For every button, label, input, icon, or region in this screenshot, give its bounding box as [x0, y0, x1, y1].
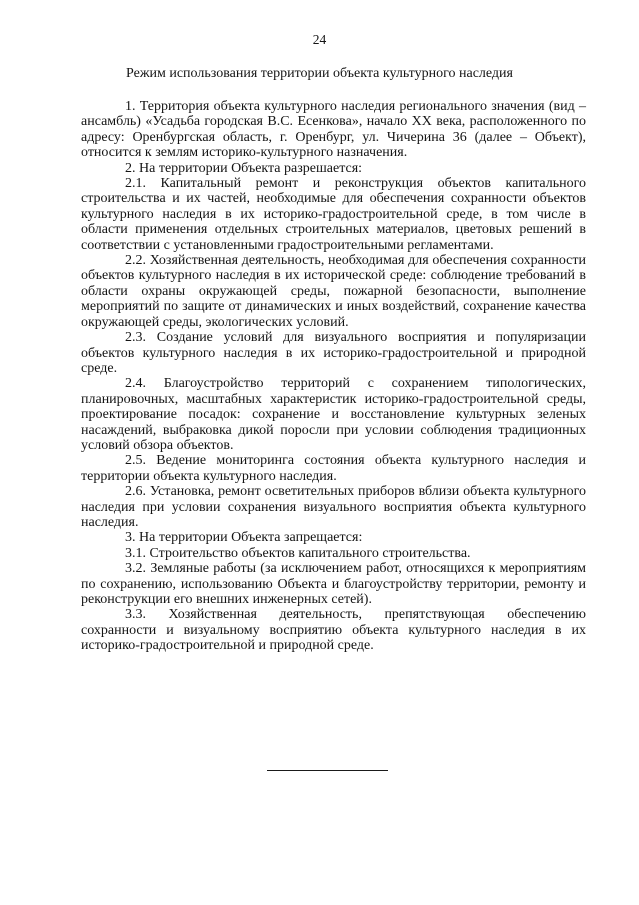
paragraph-2-3: 2.3. Создание условий для визуального восприятия и популяризации объектов культурного наследия в их историко-градостроительной и природной среде.	[81, 330, 586, 376]
page-title: Режим использования территории объекта культурного наследия	[126, 66, 513, 81]
document-body	[81, 99, 586, 654]
paragraph-3: 3. На территории Объекта запрещается:	[125, 530, 363, 546]
paragraph-3-1: 3.1. Строительство объектов капитального строительства.	[125, 545, 471, 561]
paragraph-1: 1. Территория объекта культурного наследия регионального значения (вид – ансамбль) «Усадьба городская В.С. Есенкова», начало XX века, расположенного по адресу: Оренбургская область, г. Оренбург, ул. Чичерина 36 (далее – Объект), относится к землям историко-культурного назначения.	[81, 99, 586, 161]
paragraph-2-2: 2.2. Хозяйственная деятельность, необходимая для обеспечения сохранности объектов культурного наследия в их исторической среде: соблюдение требований в области охраны окружающей среды, пожарной безопасности, выполнение мероприятий по защите от динамических и иных воздействий, сохранение качества окружающей среды, экологических условий.	[81, 253, 586, 330]
end-rule-divider	[267, 770, 388, 771]
paragraph-2-1: 2.1. Капитальный ремонт и реконструкция объектов капитального строительства и их частей, необходимые для обеспечения сохранности объектов культурного наследия в их историко-градостроительной среде, в том числе в области применения отдельных строительных материалов, цветовых решений в соответствии с установленными градостроительными регламентами.	[81, 176, 586, 253]
paragraph-3-3: 3.3. Хозяйственная деятельность, препятствующая обеспечению сохранности и визуальному восприятию объекта культурного наследия в их историко-градостроительной и природной среде.	[81, 607, 586, 654]
paragraph-2-6: 2.6. Установка, ремонт осветительных приборов вблизи объекта культурного наследия при условии сохранения визуального восприятия объекта культурного наследия.	[81, 484, 586, 530]
paragraph-3-2: 3.2. Земляные работы (за исключением работ, относящихся к мероприятиям по сохранению, использованию Объекта и благоустройству территории, ремонту и реконструкции его внешних инженерных сетей).	[81, 561, 586, 607]
paragraph-2-5: 2.5. Ведение мониторинга состояния объекта культурного наследия и территории объекта культурного наследия.	[81, 453, 586, 484]
page-number: 24	[312, 32, 327, 47]
paragraph-2-4: 2.4. Благоустройство территорий с сохранением типологических, планировочных, масштабных характеристик историко-градостроительной среды, проектирование посадок: сохранение и восстановление культурных зеленых насаждений, выбраковка дикой поросли при условии соблюдения традиционных условий обзора объектов.	[81, 376, 586, 453]
paragraph-2: 2. На территории Объекта разрешается:	[125, 160, 363, 176]
